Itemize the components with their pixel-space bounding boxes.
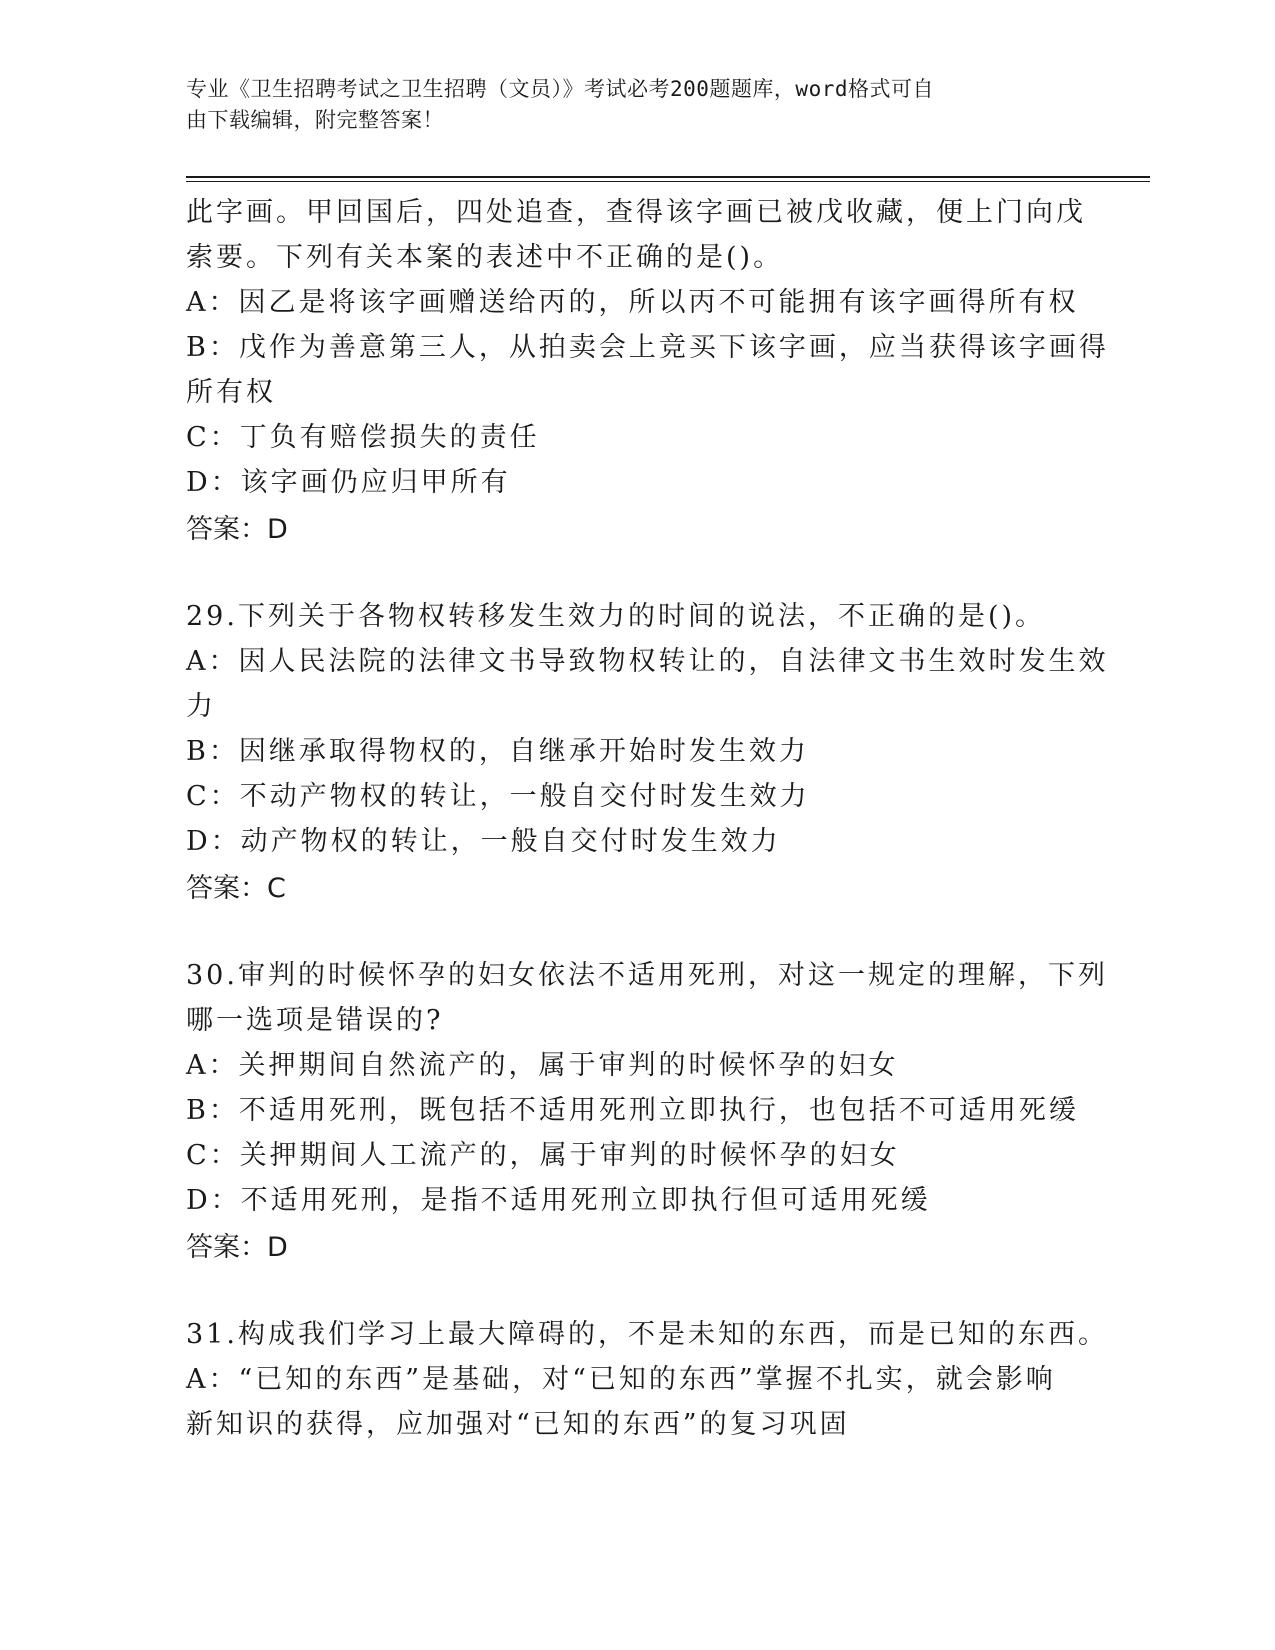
option-d: D：不适用死刑，是指不适用死刑立即执行但可适用死缓 bbox=[186, 1185, 931, 1216]
question-stem: 31.构成我们学习上最大障碍的，不是未知的东西，而是已知的东西。 bbox=[186, 1319, 1108, 1350]
document-body bbox=[186, 190, 1109, 1447]
question-31 bbox=[186, 1312, 1108, 1447]
answer-label: 答案：D bbox=[186, 514, 288, 545]
question-stem: 此字画。甲回国后，四处追查，查得该字画已被戊收藏，便上门向戊 bbox=[186, 197, 1086, 228]
header-rule-thick bbox=[186, 176, 1150, 178]
option-d: D：该字画仍应归甲所有 bbox=[186, 467, 511, 498]
document-header bbox=[186, 74, 1066, 136]
question-stem: 30.审判的时候怀孕的妇女依法不适用死刑，对这一规定的理解，下列 bbox=[186, 960, 1108, 991]
option-a: A：“已知的东西”是基础，对“已知的东西”掌握不扎实，就会影响 bbox=[186, 1364, 1056, 1395]
option-b: 所有权 bbox=[186, 377, 276, 408]
option-c: C：不动产物权的转让，一般自交付时发生效力 bbox=[186, 781, 810, 812]
question-stem: 索要。下列有关本案的表述中不正确的是()。 bbox=[186, 242, 784, 273]
header-line-2: 由下载编辑，附完整答案！ bbox=[186, 108, 444, 132]
option-c: C：丁负有赔偿损失的责任 bbox=[186, 422, 540, 453]
question-stem: 29.下列关于各物权转移发生效力的时间的说法，不正确的是()。 bbox=[186, 601, 1046, 632]
question-29 bbox=[186, 594, 1109, 911]
answer-label: 答案：D bbox=[186, 1232, 288, 1263]
option-b: B：因继承取得物权的，自继承开始时发生效力 bbox=[186, 736, 809, 767]
question-28 bbox=[186, 190, 1109, 552]
spacer bbox=[186, 552, 1086, 594]
question-stem: 哪一选项是错误的? bbox=[186, 1005, 444, 1036]
spacer bbox=[186, 911, 1086, 953]
option-a: 新知识的获得，应加强对“已知的东西”的复习巩固 bbox=[186, 1409, 850, 1440]
spacer bbox=[186, 1270, 1086, 1312]
header-line-1: 专业《卫生招聘考试之卫生招聘（文员）》考试必考200题题库，word格式可自 bbox=[186, 77, 934, 101]
option-a: A：因乙是将该字画赠送给丙的，所以丙不可能拥有该字画得所有权 bbox=[186, 287, 1079, 318]
answer-label: 答案：C bbox=[186, 873, 286, 904]
option-b: B：不适用死刑，既包括不适用死刑立即执行，也包括不可适用死缓 bbox=[186, 1095, 1079, 1126]
option-a: A：关押期间自然流产的，属于审判的时候怀孕的妇女 bbox=[186, 1050, 899, 1081]
option-a: A：因人民法院的法律文书导致物权转让的，自法律文书生效时发生效 bbox=[186, 646, 1109, 677]
question-30 bbox=[186, 953, 1108, 1270]
option-a: 力 bbox=[186, 691, 216, 722]
header-rule-thin bbox=[186, 181, 1150, 182]
option-d: D：动产物权的转让，一般自交付时发生效力 bbox=[186, 826, 781, 857]
option-c: C：关押期间人工流产的，属于审判的时候怀孕的妇女 bbox=[186, 1140, 900, 1171]
option-b: B：戊作为善意第三人，从拍卖会上竞买下该字画，应当获得该字画得 bbox=[186, 332, 1109, 363]
